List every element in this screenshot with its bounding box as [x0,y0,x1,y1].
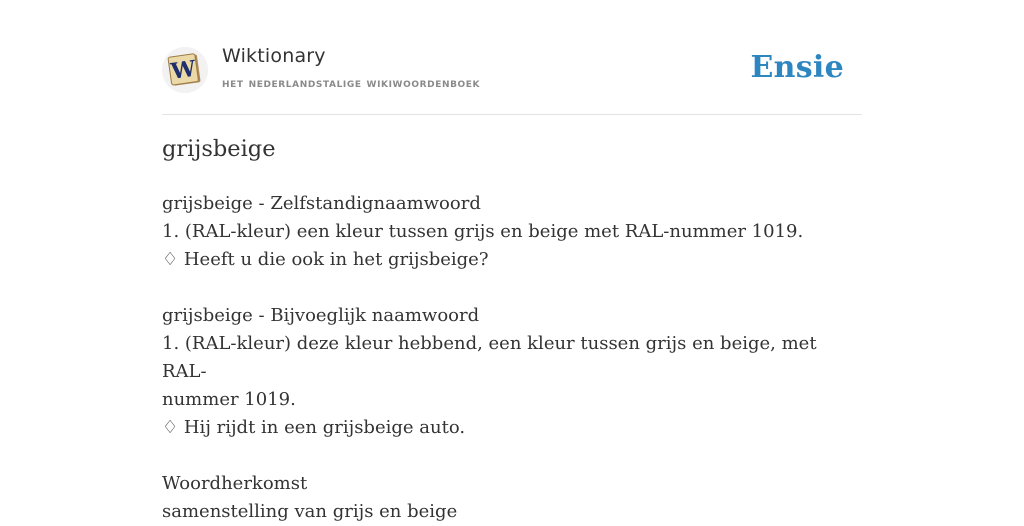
site-title[interactable]: Wiktionary [222,45,326,67]
etymology-text: samenstelling van grijs en beige [162,501,458,522]
wiktionary-logo-icon[interactable] [162,47,208,93]
page [162,0,862,522]
page-title: grijsbeige [162,136,276,162]
site-subtitle: het nederlandstalige wikiwoordenboek [222,75,481,90]
spacer [162,442,862,470]
spacer [162,274,862,302]
adjective-example: ♢ Hij rijdt in een grijsbeige auto. [162,417,466,438]
adjective-heading: grijsbeige - Bijvoeglijk naamwoord [162,305,480,326]
adjective-definition-line1: 1. (RAL-kleur) deze kleur hebbend, een kleur tussen grijs en beige, met RAL- [162,333,817,382]
ensie-brand-link[interactable]: Ensie [750,50,844,85]
noun-definition: 1. (RAL-kleur) een kleur tussen grijs en beige met RAL-nummer 1019. [162,221,804,242]
entry-content [162,190,862,526]
noun-heading: grijsbeige - Zelfstandignaamwoord [162,193,481,214]
adjective-definition-line2: nummer 1019. [162,389,296,410]
etymology-heading: Woordherkomst [162,473,308,494]
header [162,0,862,115]
logo-letter: W [169,55,198,85]
noun-example: ♢ Heeft u die ook in het grijsbeige? [162,249,489,270]
